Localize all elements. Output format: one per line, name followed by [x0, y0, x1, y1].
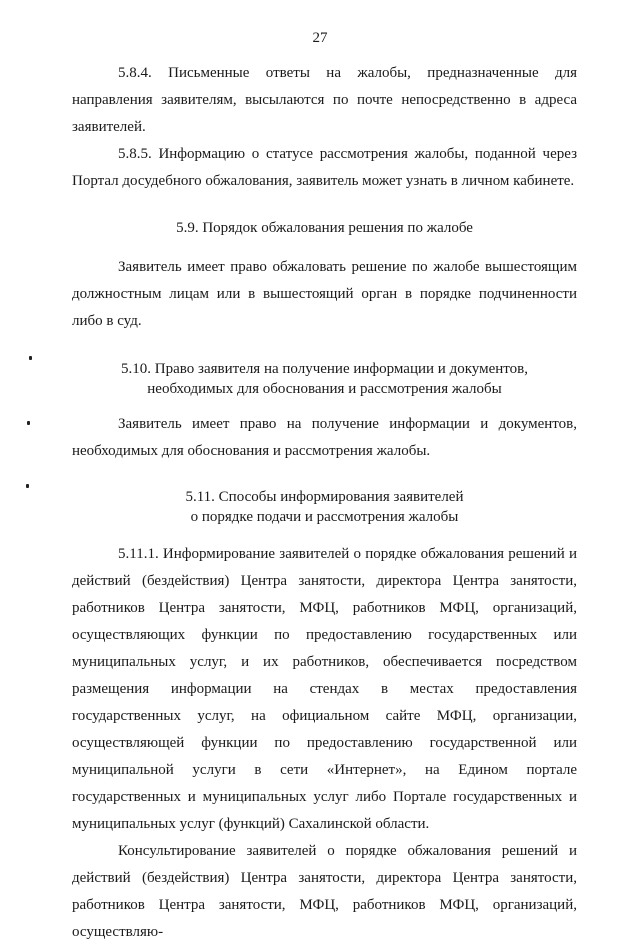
heading-5-11-line1: 5.11. Способы информирования заявителей — [185, 489, 464, 505]
paragraph-5-10: Заявитель имеет право на получение информации и документов, необходимых для обоснования и рассмотрения жалобы. — [72, 416, 577, 459]
margin-mark — [27, 421, 30, 425]
paragraph-5-8-5: 5.8.5. Информацию о статусе рассмотрения жалобы, поданной через Портал досудебного обжалования, заявитель может узнать в личном кабинете. — [72, 146, 577, 189]
heading-5-11-line2: о порядке подачи и рассмотрения жалобы — [190, 509, 459, 525]
margin-mark — [26, 484, 29, 488]
heading-5-11 — [72, 487, 577, 527]
heading-5-9: 5.9. Порядок обжалования решения по жалобе — [176, 220, 473, 236]
heading-5-10 — [72, 359, 577, 399]
paragraph-5-8-4: 5.8.4. Письменные ответы на жалобы, предназначенные для направления заявителям, высылаются по почте непосредственно в адреса заявителей. — [72, 65, 577, 135]
document-body — [72, 60, 577, 946]
margin-mark — [29, 356, 32, 360]
heading-5-10-line2: необходимых для обоснования и рассмотрения жалобы — [147, 381, 502, 397]
paragraph-5-11-1: 5.11.1. Информирование заявителей о порядке обжалования решений и действий (бездействия) Центра занятости, директора Центра занятости, работников Центра занятости, МФЦ, работников МФЦ, организаций, осуществляющих функции по предоставлению государственных или муниципальных услуг, и их работников, обеспечивается посредством размещения информации на стендах в местах предоставления государственных услуг, на официальном сайте МФЦ, организации, осуществляющей функции по предоставлению государственной или муниципальной услуги в сети «Интернет», на Едином портале государственных и муниципальных услуг либо Портале государственных и муниципальных услуг (функций) Сахалинской области. — [72, 546, 577, 832]
page-number: 27 — [312, 30, 328, 46]
paragraph-5-9: Заявитель имеет право обжаловать решение по жалобе вышестоящим должностным лицам или в вышестоящий орган в порядке подчиненности либо в суд. — [72, 259, 577, 329]
paragraph-consultation: Консультирование заявителей о порядке обжалования решений и действий (бездействия) Центра занятости, директора Центра занятости, работников Центра занятости, МФЦ, работников МФЦ, организаций, осуществляю- — [72, 843, 577, 940]
heading-5-10-line1: 5.10. Право заявителя на получение информации и документов, — [121, 361, 528, 377]
